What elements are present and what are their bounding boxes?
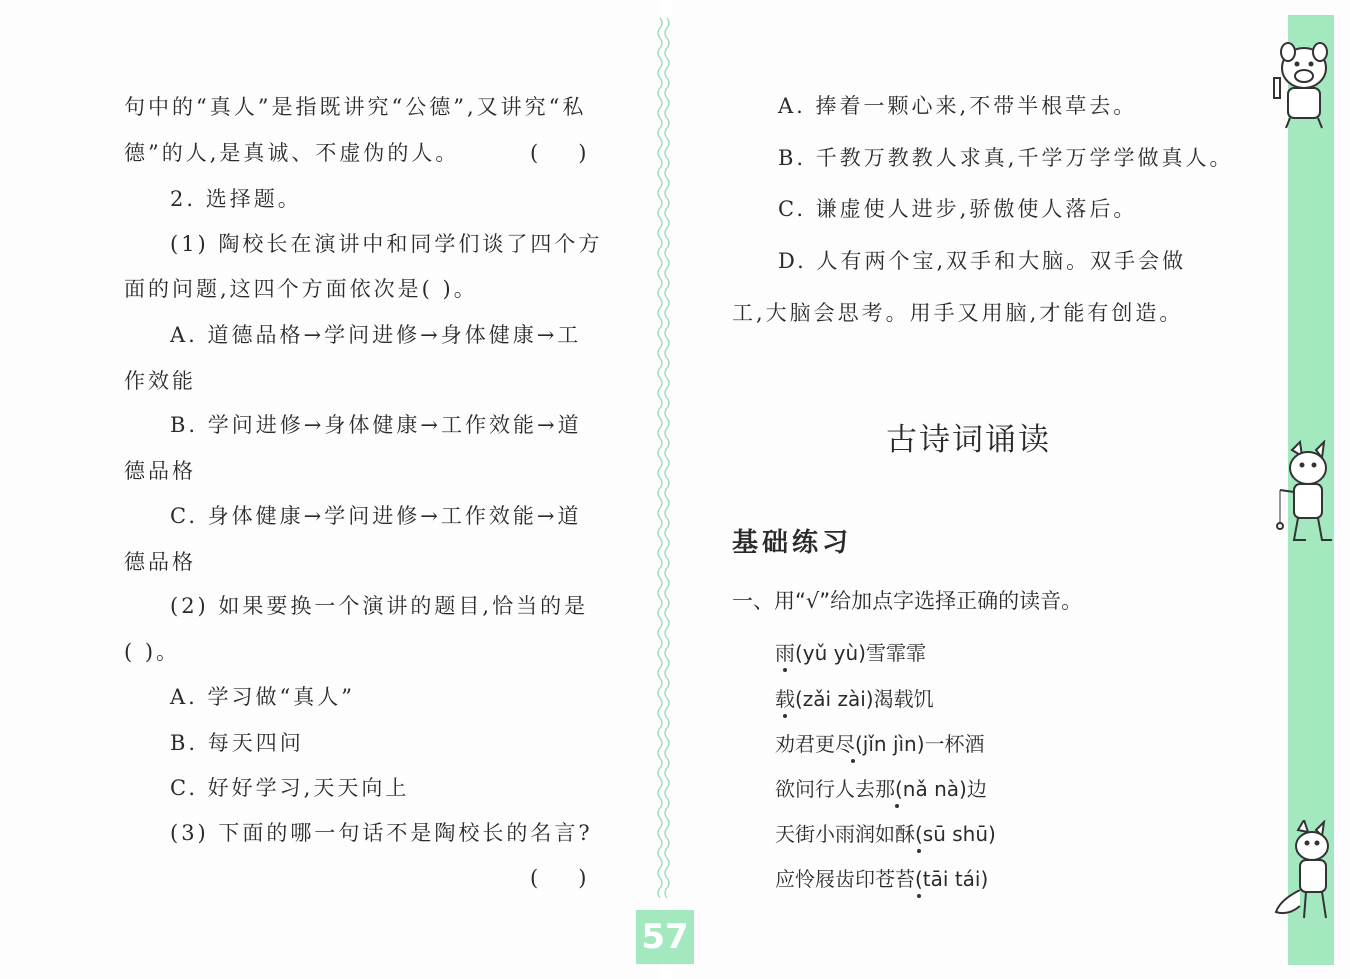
emphasis-dot — [917, 849, 921, 853]
option-line: B. 学问进修→身体健康→工作效能→道 — [170, 413, 582, 437]
answer-paren: ( ) — [530, 141, 587, 165]
emphasis-dot — [851, 759, 855, 763]
section-title: 古诗词诵读 — [886, 422, 1051, 458]
text-line: (1) 陶校长在演讲中和同学们谈了四个方 — [170, 232, 603, 256]
option-line: A. 捧着一颗心来,不带半根草去。 — [778, 94, 1138, 118]
answer-paren: ( ) — [530, 866, 587, 890]
pig-mascot-icon — [1264, 30, 1336, 130]
question-title: 一、用“√”给加点字选择正确的读音。 — [732, 589, 1083, 613]
pinyin-item: 劝君更尽(jǐn jìn)一杯酒 — [775, 732, 985, 756]
pinyin-item: 欲问行人去那(nǎ nà)边 — [775, 777, 987, 801]
wolf-mascot-icon — [1272, 440, 1338, 545]
pinyin-item: 雨(yǔ yù)雪霏霏 — [775, 641, 926, 665]
text-line: 2. 选择题。 — [170, 187, 302, 211]
emphasis-dot — [783, 668, 787, 672]
option-line: C. 谦虚使人进步,骄傲使人落后。 — [778, 197, 1138, 221]
option-line: 作效能 — [124, 369, 196, 393]
page-number: 57 — [641, 917, 689, 957]
option-line: 德品格 — [124, 459, 196, 483]
option-line: A. 学习做“真人” — [170, 685, 355, 709]
pinyin-item: 载(zǎi zài)渴载饥 — [775, 687, 934, 711]
option-line: B. 千教万教教人求真,千学万学学做真人。 — [778, 146, 1234, 170]
option-line: C. 好好学习,天天向上 — [170, 776, 410, 800]
fox-mascot-icon — [1270, 820, 1340, 925]
pinyin-item: 天街小雨润如酥(sū shū) — [775, 822, 996, 846]
emphasis-dot — [917, 894, 921, 898]
option-line: B. 每天四问 — [170, 731, 304, 755]
text-line: (3) 下面的哪一句话不是陶校长的名言? — [170, 821, 593, 845]
text-line: 德”的人,是真诚、不虚伪的人。 — [124, 141, 460, 165]
wavy-divider — [656, 18, 672, 898]
emphasis-dot — [895, 804, 899, 808]
option-line: 德品格 — [124, 550, 196, 574]
text-line: 面的问题,这四个方面依次是( )。 — [124, 277, 478, 301]
left-page — [0, 0, 660, 979]
option-line: C. 身体健康→学问进修→工作效能→道 — [170, 504, 582, 528]
sub-title: 基础练习 — [732, 528, 853, 558]
option-line: D. 人有两个宝,双手和大脑。双手会做 — [778, 249, 1187, 273]
text-line: ( )。 — [124, 640, 181, 664]
text-line: (2) 如果要换一个演讲的题目,恰当的是 — [170, 594, 589, 618]
option-line: 工,大脑会思考。用手又用脑,才能有创造。 — [732, 301, 1184, 325]
text-line: 句中的“真人”是指既讲究“公德”,又讲究“私 — [124, 95, 587, 119]
emphasis-dot — [783, 714, 787, 718]
option-line: A. 道德品格→学问进修→身体健康→工 — [170, 323, 582, 347]
pinyin-item: 应怜屐齿印苍苔(tāi tái) — [775, 867, 989, 891]
